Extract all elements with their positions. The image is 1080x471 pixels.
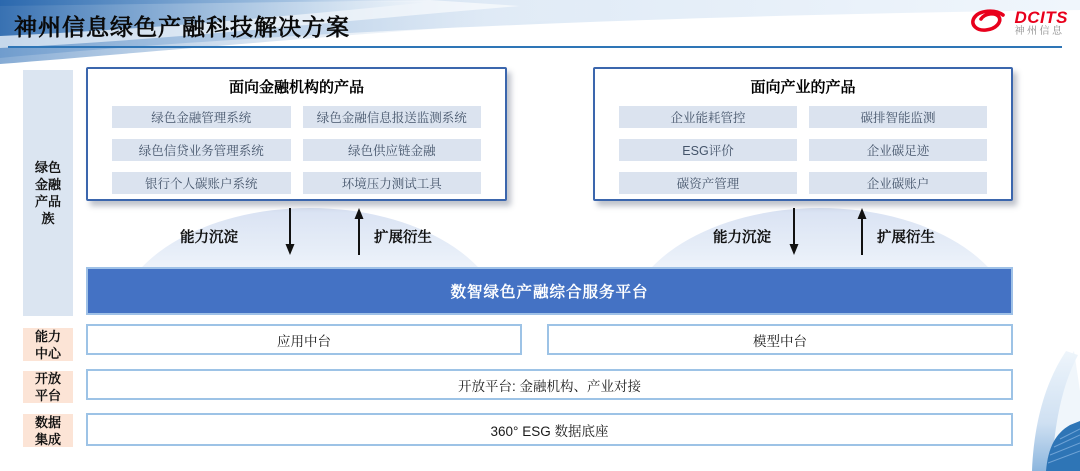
product-item: 绿色供应链金融 [303, 139, 482, 161]
product-item: 绿色金融信息报送监测系统 [303, 106, 482, 128]
open-platform-row-label: 开放平台: 金融机构、产业对接 [457, 378, 641, 394]
product-item: 银行个人碳账户系统 [112, 172, 291, 194]
financial-products-title: 面向金融机构的产品 [228, 79, 364, 96]
up-arrow-icon [856, 208, 868, 255]
sidebar-label-data-integration [23, 414, 73, 447]
logo-text-block [1015, 9, 1069, 37]
platform-bar [86, 267, 1013, 315]
product-item: 绿色信贷业务管理系统 [112, 139, 291, 161]
sidebar-label-capability-center [23, 328, 73, 361]
expand-derive-label-right: 扩展衍生 [877, 230, 935, 246]
model-middle-platform-box [547, 324, 1013, 355]
dcits-swirl-icon [969, 8, 1011, 38]
model-middle-platform-label: 模型中台 [753, 333, 807, 349]
financial-products-box [86, 67, 507, 201]
sidebar-label-text: 数据集成 [35, 414, 62, 447]
app-middle-platform-box [86, 324, 522, 355]
sidebar-label-green-finance-product-family [23, 70, 73, 316]
logo-brand-text: DCITS [1014, 7, 1068, 27]
product-item: 企业能耗管控 [619, 106, 797, 128]
product-item: 环境压力测试工具 [303, 172, 482, 194]
capability-deposit-label-left: 能力沉淀 [180, 230, 238, 246]
financial-products-grid [88, 97, 505, 194]
esg-data-base-row-label: 360° ESG 数据底座 [490, 423, 609, 439]
page-title: 神州信息绿色产融科技解决方案 [14, 14, 350, 40]
industry-products-grid [595, 97, 1011, 194]
dcits-logo [969, 8, 1069, 38]
product-item: 碳排智能监测 [809, 106, 987, 128]
down-arrow-icon [284, 208, 296, 255]
sidebar-label-text: 开放平台 [35, 371, 62, 403]
sidebar-label-text: 能力中心 [35, 328, 62, 361]
product-item: 绿色金融管理系统 [112, 106, 291, 128]
open-platform-row-box [86, 369, 1013, 400]
expand-derive-label-left: 扩展衍生 [374, 230, 432, 246]
product-item: 碳资产管理 [619, 172, 797, 194]
up-arrow-icon [353, 208, 365, 255]
logo-brand-cn-text: 神州信息 [1014, 25, 1065, 37]
title-underline [8, 46, 1062, 48]
product-item: ESG评价 [619, 139, 797, 161]
industry-products-title: 面向产业的产品 [750, 79, 856, 96]
corner-swoosh-decoration [1016, 351, 1080, 471]
app-middle-platform-label: 应用中台 [277, 333, 331, 349]
product-item: 企业碳足迹 [809, 139, 987, 161]
platform-bar-title: 数智绿色产融综合服务平台 [450, 284, 649, 301]
industry-products-box [593, 67, 1013, 201]
esg-data-base-row-box [86, 413, 1013, 446]
sidebar-label-open-platform [23, 371, 73, 403]
down-arrow-icon [788, 208, 800, 255]
product-item: 企业碳账户 [809, 172, 987, 194]
dome-decoration-right [625, 208, 1013, 267]
dome-decoration-left [115, 208, 505, 267]
capability-deposit-label-right: 能力沉淀 [713, 230, 771, 246]
sidebar-label-text: 绿色金融产品族 [35, 160, 62, 226]
